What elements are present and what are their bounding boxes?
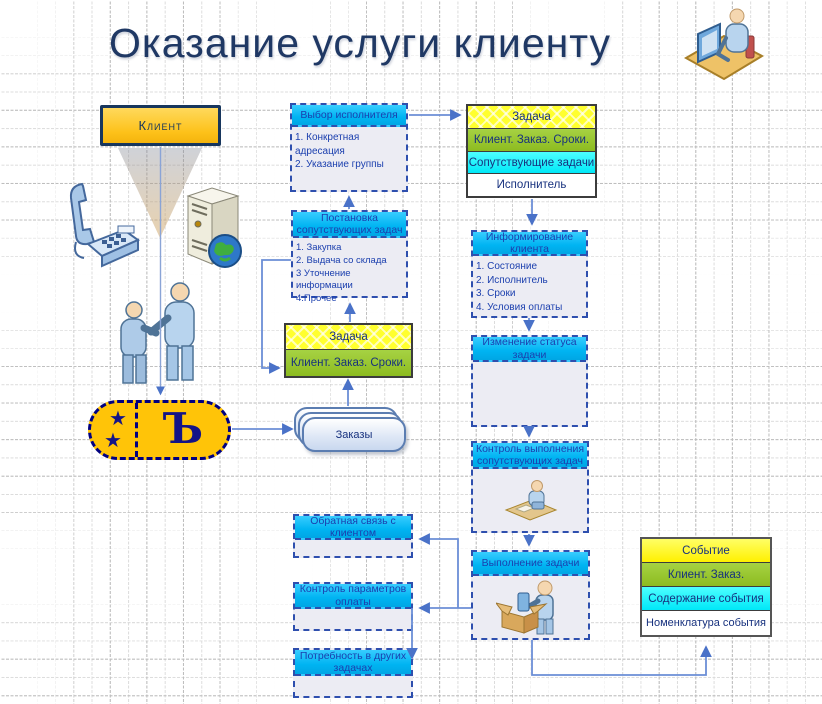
server-globe-icon <box>180 182 244 272</box>
node-related-tasks-control[interactable] <box>471 441 589 533</box>
node-other-tasks-need[interactable] <box>293 648 413 698</box>
table-row: Событие <box>642 539 770 563</box>
table-row: Задача <box>468 106 595 129</box>
node-payment-control[interactable] <box>293 582 413 631</box>
table-row: Задача <box>286 325 411 350</box>
node-related-tasks-setup[interactable] <box>291 210 408 305</box>
node-other-tasks-need-header: Потребность в других задачах <box>295 650 411 676</box>
table-row: Клиент. Заказ. Сроки. <box>468 129 595 152</box>
list-item: 1. Конкретная адресация <box>295 132 360 157</box>
node-executor-choice-header: Выбор исполнителя <box>292 105 406 127</box>
table-row: Номенклатура события <box>642 611 770 635</box>
person-at-computer-icon <box>676 6 766 82</box>
table-row: Клиент. Заказ. Сроки. <box>286 350 411 376</box>
node-event[interactable] <box>640 537 772 637</box>
node-status-change-header: Изменение статуса задачи <box>473 337 586 362</box>
list-item: 3 Уточнение информации <box>296 267 353 292</box>
list-item: 2. Выдача со склада <box>296 254 387 266</box>
node-related-tasks-setup-header: Постановка сопутствующих задач <box>293 212 406 238</box>
node-client-feedback-header: Обратная связь с клиентом <box>295 516 411 540</box>
list-item: 4.Прочее <box>296 293 337 305</box>
node-kommersant[interactable] <box>88 400 231 460</box>
person-with-box-icon <box>496 579 566 635</box>
star-icon: ★ <box>109 408 127 430</box>
node-client-informing-header: Информирование клиента <box>473 232 586 256</box>
node-client[interactable] <box>100 105 221 146</box>
list-item: 4. Условия оплаты <box>476 301 563 313</box>
node-client-label: Клиент <box>138 118 183 133</box>
node-executor-choice[interactable] <box>290 103 408 192</box>
node-task-execution-header: Выполнение задачи <box>473 552 588 576</box>
node-client-informing[interactable] <box>471 230 588 318</box>
orders-label: Заказы <box>335 428 373 441</box>
node-task-execution[interactable] <box>471 550 590 640</box>
list-item: 2. Указание группы <box>295 159 384 170</box>
node-related-tasks-control-header: Контроль выполнения сопутствующих задач <box>473 443 587 469</box>
list-item: 1. Состояние <box>476 261 538 272</box>
orders-front-card <box>302 417 406 452</box>
kommersant-letter: Ъ <box>162 403 204 453</box>
handshake-people-icon <box>106 276 214 390</box>
list-item: 3. Сроки <box>476 288 516 299</box>
list-item: 1. Закупка <box>296 242 342 253</box>
node-task-top[interactable] <box>466 104 597 198</box>
page-title: Оказание услуги клиенту <box>108 20 612 66</box>
table-row: Исполнитель <box>468 174 595 196</box>
table-row: Клиент. Заказ. <box>642 563 770 587</box>
node-task-mid[interactable] <box>284 323 413 378</box>
node-payment-control-header: Контроль параметров оплаты <box>295 584 411 609</box>
kommersant-stars <box>91 403 138 457</box>
person-at-desk-icon <box>502 478 560 522</box>
list-item: 2. Исполнитель <box>476 274 548 286</box>
star-icon: ★ <box>104 430 122 452</box>
node-orders[interactable] <box>294 407 406 452</box>
node-client-feedback[interactable] <box>293 514 413 558</box>
node-status-change[interactable] <box>471 335 588 427</box>
table-row: Содержание события <box>642 587 770 611</box>
phone-icon <box>60 182 140 270</box>
table-row: Сопутствующие задачи <box>468 152 595 174</box>
